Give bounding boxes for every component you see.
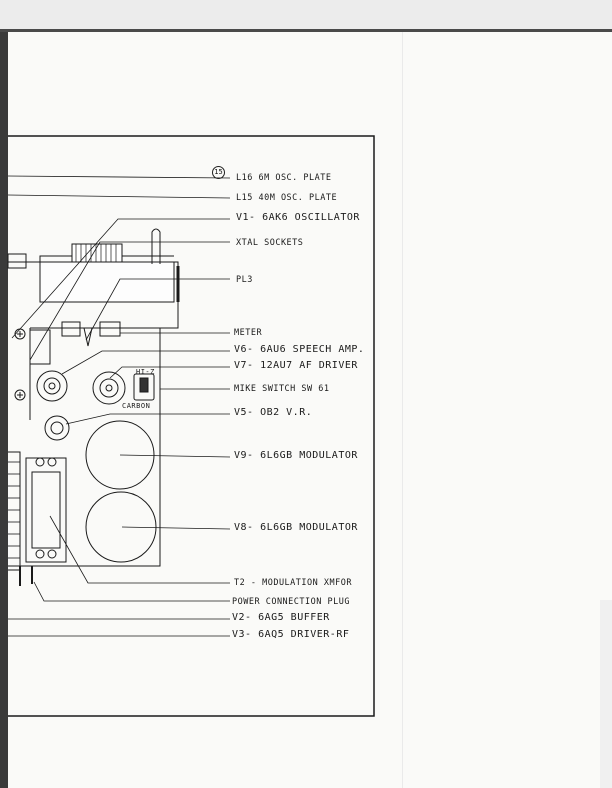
label-power-plug: POWER CONNECTION PLUG [232, 597, 350, 607]
page-number: 15 [212, 166, 225, 179]
label-pl3: PL3 [236, 275, 253, 285]
v6-socket [37, 371, 67, 401]
label-l15: L15 40M OSC. PLATE [236, 193, 338, 203]
v5-socket [45, 416, 69, 440]
label-v9: V9- 6L6GB MODULATOR [234, 450, 358, 461]
bracket-block [30, 330, 50, 364]
left-bracket [8, 254, 26, 268]
mike-switch-lever [140, 378, 148, 392]
t2-core [32, 472, 60, 548]
v8-tube [86, 492, 156, 562]
meter-socket-2 [100, 322, 120, 336]
label-l16: L16 6M OSC. PLATE [236, 173, 332, 183]
switch-label-carbon: CARBON [122, 402, 151, 410]
v7-socket [93, 372, 125, 404]
label-v6: V6- 6AU6 SPEECH AMP. [234, 344, 365, 355]
label-v5: V5- OB2 V.R. [234, 407, 313, 418]
meter-socket-1 [62, 322, 80, 336]
switch-label-hi-z: HI-Z [136, 368, 155, 376]
label-v2: V2- 6AG5 BUFFER [232, 612, 330, 623]
label-v7: V7- 12AU7 AF DRIVER [234, 360, 358, 371]
label-meter: METER [234, 328, 263, 338]
label-t2: T2 - MODULATION XMFOR [234, 578, 352, 588]
label-mike-switch: MIKE SWITCH SW 61 [234, 384, 330, 394]
label-v3: V3- 6AQ5 DRIVER-RF [232, 629, 350, 640]
transformer-winding [8, 452, 20, 570]
label-v1: V1- 6AK6 OSCILLATOR [236, 212, 360, 223]
label-xtal-sockets: XTAL SOCKETS [236, 238, 304, 248]
front-panel [40, 262, 174, 302]
tube-rod [152, 229, 160, 264]
label-v8: V8- 6L6GB MODULATOR [234, 522, 358, 533]
